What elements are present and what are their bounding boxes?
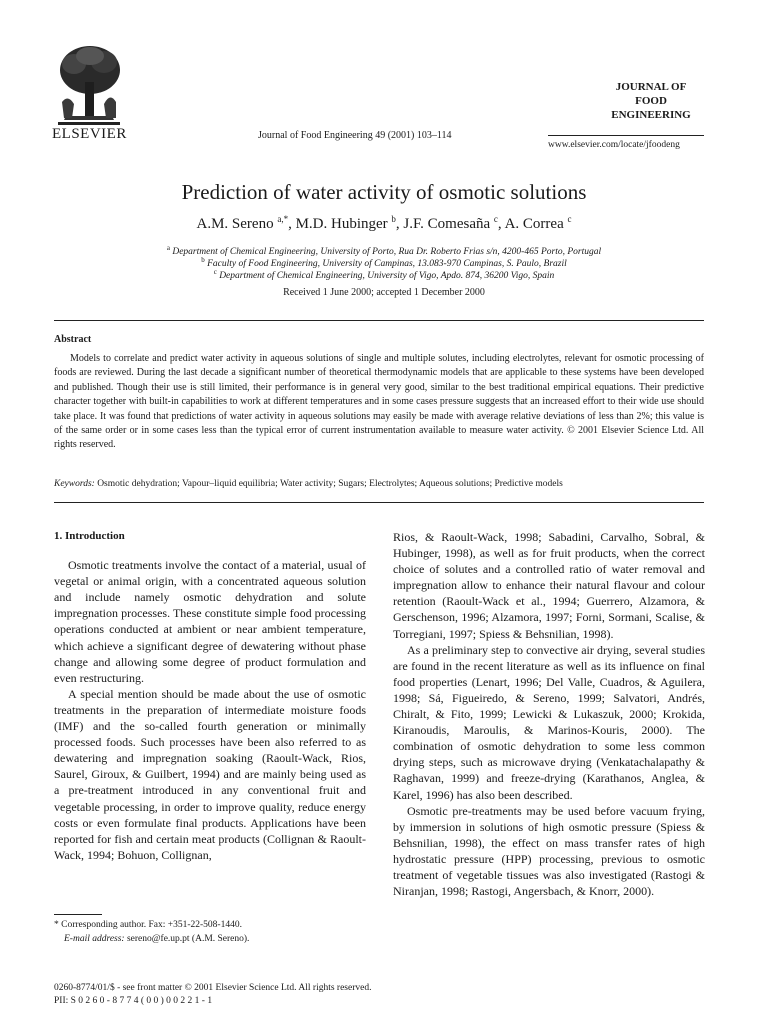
journal-title-line: JOURNAL OF xyxy=(615,81,687,93)
author-affiliation-mark: c xyxy=(493,214,498,224)
author-affiliation-mark: a,* xyxy=(277,214,289,224)
journal-title-rule xyxy=(548,135,704,136)
keywords-label: Keywords: xyxy=(54,479,95,489)
affiliation-text: Department of Chemical Engineering, University of Vigo, Apdo. 874, 36200 Vigo, Spain xyxy=(219,271,555,282)
keywords-list: Osmotic dehydration; Vapour–liquid equilibria; Water activity; Sugars; Electrolytes; Aqueous solutions; Predictive models xyxy=(97,479,563,489)
author-name: M.D. Hubinger xyxy=(295,216,388,232)
author-affiliation-mark: c xyxy=(567,214,572,224)
affiliation-mark: a xyxy=(166,244,170,252)
issn-line: 0260-8774/01/$ - see front matter © 2001 Elsevier Science Ltd. All rights reserved. xyxy=(54,983,372,993)
abstract-bottom-rule xyxy=(54,502,704,503)
body-paragraph: A special mention should be made about the use of osmotic treatments in the preparation of intermediate moisture foods (IMF) and the so-called fourth generation or minimally processed foods. Such processes have been also referred to as dewatering and impregnation soaking (Raoult-Wack, Rios, Saurel, Giroux, & Guilbert, 1994) and are mainly being used as a pre-treatment introduced in any conventional fruit and vegetable processing, in order to improve quality, reduce energy costs or even formulate final products. Applications have been reported for fish and certain meat products (Collignan & Raoult-Wack, 1994; Bohuon, Collignan, xyxy=(54,686,366,862)
body-paragraph: As a preliminary step to convective air drying, several studies are found in the recent literature as well as its influence on final food properties (Lenart, 1996; Del Valle, Cuadros, & Aguilera, 1998; Sá, Figueiredo, & Sereno, 1999; Salvatori, Andrés, Chiralt, & Fito, 1999; Lewicki & Lukaszuk, 2000; Krokida, Kiranoudis, Maroulis, & Marinos-Kouris, 2000). The combination of osmotic dehydration to some less common drying steps, such as microwave drying (Venkatachalapathy & Raghavan, 1999) and freeze-drying (Karathanos, Anglea, & Karel, 1996) has also been described. xyxy=(393,642,705,802)
affiliation xyxy=(0,268,768,281)
footnote-rule xyxy=(54,914,102,915)
author-separator: , xyxy=(395,216,404,232)
received-dates: Received 1 June 2000; accepted 1 December 2000 xyxy=(283,287,485,298)
author-name: A. Correa xyxy=(504,216,564,232)
affiliation-mark: b xyxy=(201,256,205,264)
journal-title xyxy=(596,80,706,122)
affiliation-mark: c xyxy=(213,268,217,276)
author-name: A.M. Sereno xyxy=(196,216,274,232)
journal-url[interactable]: www.elsevier.com/locate/jfoodeng xyxy=(548,140,680,150)
email-address[interactable]: sereno@fe.up.pt (A.M. Sereno). xyxy=(126,934,250,944)
left-column xyxy=(54,528,366,863)
journal-title-line: ENGINEERING xyxy=(611,109,691,121)
abstract-text: Models to correlate and predict water activity in aqueous solutions of single and multiple solutes, including electrolytes, relevant for osmotic processing of foods are reviewed. During the last decade a significant number of theoretical thermodynamic models that are applicable to these systems have been developed and published. Though their use is still limited, their performance is in general very good, similar to the best traditional empirical equations. Their predictive character together with built-in capabilities to work at different temperatures and in some cases pressure suggests that an increased effort to their wide use should take place. It was found that predictions of water activity in aqueous solutions may easily be made with average relative deviations of less than 2%; this value is of the same order or in some cases less than the typical error of current instrumentation available to measure water activity. © 2001 Elsevier Science Ltd. All rights reserved. xyxy=(54,353,704,451)
author-affiliation-mark: b xyxy=(391,214,396,224)
body-paragraph: Osmotic pre-treatments may be used before vacuum frying, by immersion in solutions of high osmotic pressure (Spiess & Behsnilian, 1998), the effect on mass transfer rates of high hydrostatic pressure (HPP) processing, previous to osmotic treatment of vegetable tissues was also investigated (Rastogi & Niranjan, 1998; Rastogi, Angersbach, & Knorr, 2000). xyxy=(393,803,705,899)
author-name: J.F. Comesaña xyxy=(403,216,491,232)
journal-citation: Journal of Food Engineering 49 (2001) 103–114 xyxy=(258,130,452,141)
front-matter-info xyxy=(54,982,371,1008)
keywords xyxy=(54,479,704,489)
abstract-top-rule xyxy=(54,320,704,321)
author-separator: , xyxy=(497,216,505,232)
journal-title-line: FOOD xyxy=(635,95,667,107)
right-column xyxy=(393,529,705,899)
author-separator: , xyxy=(288,216,296,232)
tree-logo-icon xyxy=(54,42,124,126)
affiliation-text: Faculty of Food Engineering, University of Campinas, 13.083-970 Campinas, S. Paulo, Brazil xyxy=(207,259,567,270)
body-paragraph: Osmotic treatments involve the contact of a material, usual of vegetal or animal origin, with a concentrated aqueous solution and include namely osmotic dehydration and solute impregnation processes. These constitute simple food processing operations conducted at ambient or near ambient temperature, which achieve a significant degree of dewatering without phase change and allowing some degree of product formulation and even restructuring. xyxy=(54,558,366,685)
pii-line: PII: S 0 2 6 0 - 8 7 7 4 ( 0 0 ) 0 0 2 2 1 - 1 xyxy=(54,996,213,1006)
footnote xyxy=(54,918,374,946)
article-title: Prediction of water activity of osmotic solutions xyxy=(181,180,587,204)
author-list xyxy=(0,214,768,233)
abstract-heading: Abstract xyxy=(54,334,92,345)
body-paragraph: Rios, & Raoult-Wack, 1998; Sabadini, Carvalho, Sobral, & Hubinger, 1998), as well as for fruit products, when the correct choice of solutes and a controlled ratio of water removal and impregnation allow to enhance their natural flavour and colour retention (Raoult-Wack et al., 1994; Guerrero, Alzamora, & Gerschenson, 1996; Alzamora, 1997; Forni, Sormani, Scalise, & Torregiani, 1997; Spiess & Behsnilian, 1998). xyxy=(393,530,705,641)
affiliation-text: Department of Chemical Engineering, University of Porto, Rua Dr. Roberto Frias s/n, 4200-465 Porto, Portugal xyxy=(172,247,602,258)
email-label: E-mail address: xyxy=(64,934,125,944)
section-heading: 1. Introduction xyxy=(54,530,125,542)
corresponding-author-note: * Corresponding author. Fax: +351-22-508-1440. xyxy=(54,920,242,930)
elsevier-tree-logo xyxy=(54,42,124,126)
publisher-name: ELSEVIER xyxy=(52,126,127,142)
